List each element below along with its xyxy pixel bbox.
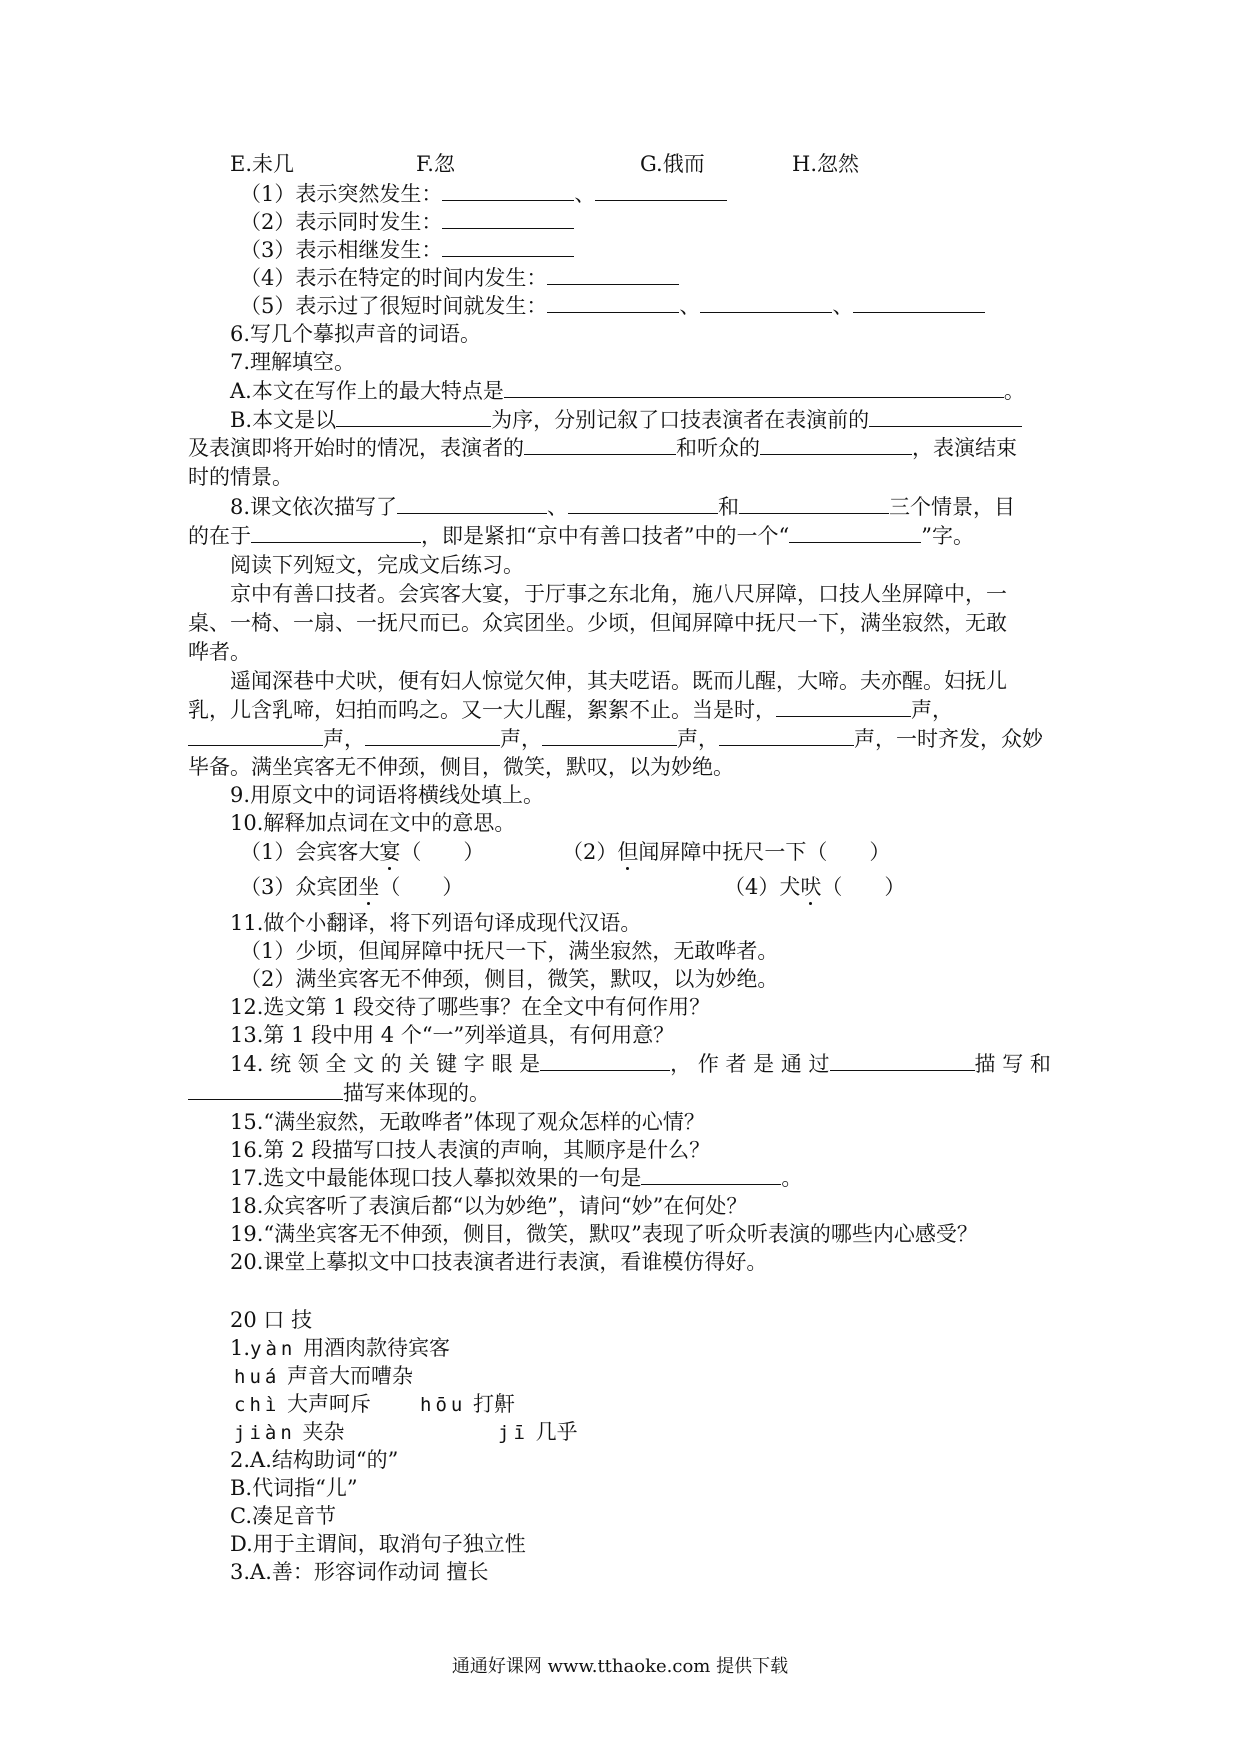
answer-paren[interactable]: （ ）: [821, 875, 906, 899]
pinyin: huá: [234, 1366, 281, 1388]
passage-p2-line2-text: 乳，儿含乳啼，妇拍而呜之。又一大儿醒，絮絮不止。当是时，: [188, 698, 776, 722]
q7a-text: A.本文在写作上的最大特点是: [230, 379, 504, 403]
sound-word: 声，: [500, 727, 542, 751]
option-h: H.忽然: [792, 152, 859, 176]
q5-item-1: [240, 180, 727, 208]
q5-item-5-text: （5）表示过了很短时间就发生：: [240, 294, 548, 318]
option-g: G.俄而: [640, 152, 705, 176]
passage-p2-line2-end: 声，: [911, 698, 953, 722]
q5-item-4-text: （4）表示在特定的时间内发生：: [240, 266, 548, 290]
blank[interactable]: [547, 264, 679, 285]
answer-1-line4: [234, 1418, 344, 1447]
question-20: 20.课堂上摹拟文中口技表演者进行表演，看谁模仿得好。: [230, 1250, 768, 1274]
sound-word: 声，: [323, 727, 365, 751]
blank[interactable]: [504, 377, 1004, 398]
answer-2d: D.用于主谓间，取消句子独立性: [230, 1532, 526, 1556]
sound-word: 声，一时齐发，众妙: [854, 727, 1043, 751]
answer-number: 1.: [230, 1336, 251, 1360]
q8-l2-end: ”字。: [921, 524, 974, 548]
footer-credit: 通通好课网 www.tthaoke.com 提供下载: [451, 1656, 789, 1677]
passage-p2-line1: 遥闻深巷中犬吠，便有妇人惊觉欠伸，其夫呓语。既而儿醒，大啼。夫亦醒。妇抚儿: [230, 669, 1007, 693]
option-f: F.忽: [416, 152, 455, 176]
pinyin: chì: [234, 1394, 281, 1416]
blank[interactable]: [547, 292, 679, 313]
question-10-title: 10.解释加点词在文中的意思。: [230, 811, 516, 835]
question-12: 12.选文第 1 段交待了哪些事？在全文中有何作用？: [230, 995, 711, 1019]
blank[interactable]: [853, 292, 985, 313]
answer-1-line1: [230, 1334, 450, 1363]
answer-1-line3: [234, 1390, 371, 1419]
q5-item-2-text: （2）表示同时发生：: [240, 210, 443, 234]
answer-paren[interactable]: 闻屏障中抚尺一下（ ）: [638, 840, 891, 864]
blank[interactable]: [789, 522, 921, 543]
q10-item-1-text: （1）会宾客大: [240, 840, 380, 864]
passage-p1-line1: 京中有善口技者。会宾客大宴，于厅事之东北角，施八尺屏障，口技人坐屏障中，一: [230, 582, 1007, 606]
answer-1-line3b: [420, 1390, 515, 1419]
dotted-word: 宴: [379, 840, 401, 864]
answer-2b: B.代词指“儿”: [230, 1476, 358, 1500]
blank[interactable]: [760, 434, 912, 455]
blank[interactable]: [524, 434, 676, 455]
question-9: 9.用原文中的词语将横线处填上。: [230, 783, 545, 807]
definition: 打鼾: [473, 1392, 516, 1416]
q10-item-4-text: （4）犬: [724, 875, 801, 899]
blank[interactable]: [188, 1079, 343, 1100]
question-18: 18.众宾客听了表演后都“以为妙绝”，请问“妙”在何处？: [230, 1194, 748, 1218]
q8-and: 和: [718, 495, 740, 519]
q7a-end: 。: [1003, 379, 1025, 403]
blank[interactable]: [869, 406, 1022, 427]
question-14-line1: [230, 1050, 1051, 1078]
question-17: [230, 1164, 802, 1192]
sound-word: 声，: [677, 727, 719, 751]
q14-text: 14. 统 领 全 文 的 关 键 字 眼 是: [230, 1052, 541, 1076]
question-15: 15.“满坐寂然，无敢哗者”体现了观众怎样的心情？: [230, 1110, 705, 1134]
q11-item-2: （2）满坐宾客无不伸颈，侧目，微笑，默叹，以为妙绝。: [240, 967, 779, 991]
dotted-word: 坐: [358, 875, 380, 899]
blank[interactable]: [540, 1050, 670, 1071]
pinyin: jī: [498, 1422, 529, 1444]
passage-p1-line3: 哗者。: [188, 640, 251, 664]
question-7b-line3: 时的情景。: [188, 465, 293, 489]
passage-p1-line2: 桌、一椅、一扇、一抚尺而已。众宾团坐。少顷，但闻屏障中抚尺一下，满坐寂然，无敢: [188, 611, 1007, 635]
blank[interactable]: [700, 292, 832, 313]
question-7b-line2: [188, 434, 1017, 462]
q10-item-2: [562, 838, 890, 866]
blank[interactable]: [251, 522, 421, 543]
blank[interactable]: [336, 406, 491, 427]
question-7-title: 7.理解填空。: [230, 350, 356, 374]
question-7a: [230, 377, 1025, 405]
question-6: 6.写几个摹拟声音的词语。: [230, 322, 482, 346]
option-e: E.未几: [230, 152, 295, 176]
blank[interactable]: [397, 493, 547, 514]
q5-item-4: [240, 264, 679, 292]
q14-mid: ， 作 者 是 通 过: [670, 1052, 830, 1076]
dotted-word: 但: [617, 840, 639, 864]
blank[interactable]: [641, 1164, 781, 1185]
question-13: 13.第 1 段中用 4 个“一”列举道具，有何用意？: [230, 1023, 675, 1047]
definition: 声音大而嘈杂: [287, 1364, 414, 1388]
definition: 几乎: [535, 1420, 578, 1444]
q8-l2-text: 的在于: [188, 524, 251, 548]
separator: 、: [547, 495, 569, 519]
blank[interactable]: [595, 180, 727, 201]
q14-end: 描 写 和: [974, 1052, 1051, 1076]
pinyin: yàn: [250, 1338, 297, 1360]
answers-title: 20 口 技: [230, 1308, 313, 1332]
answer-2c: C.凑足音节: [230, 1504, 336, 1528]
definition: 大声呵斥: [287, 1392, 372, 1416]
q5-item-3-text: （3）表示相继发生：: [240, 238, 443, 262]
blank[interactable]: [830, 1050, 975, 1071]
answer-paren[interactable]: （ ）: [379, 875, 464, 899]
q7b2-mid: 和听众的: [676, 436, 760, 460]
q5-item-3: [240, 236, 574, 264]
blank[interactable]: [776, 696, 911, 717]
passage-p2-line3: [188, 725, 1043, 753]
question-19: 19.“满坐宾客无不伸颈，侧目，微笑，默叹”表现了听众听表演的哪些内心感受？: [230, 1222, 978, 1246]
separator: 、: [574, 182, 596, 206]
blank[interactable]: [719, 725, 854, 746]
q8-text: 8.课文依次描写了: [230, 495, 398, 519]
blank[interactable]: [442, 208, 574, 229]
blank[interactable]: [365, 725, 500, 746]
answer-2a: 2.A.结构助词“的”: [230, 1448, 399, 1472]
q5-item-5: [240, 292, 985, 320]
q10-item-3: [240, 873, 463, 901]
separator: 、: [832, 294, 854, 318]
q7b-text: B.本文是以: [230, 408, 337, 432]
passage-p2-line4: 毕备。满坐宾客无不伸颈，侧目，微笑，默叹，以为妙绝。: [188, 755, 734, 779]
q17-end: 。: [781, 1166, 803, 1190]
pinyin: jiàn: [234, 1422, 296, 1444]
pinyin: hōu: [420, 1394, 467, 1416]
question-7b-line1: [230, 406, 1022, 434]
question-11-title: 11.做个小翻译，将下列语句译成现代汉语。: [230, 911, 642, 935]
q5-item-2: [240, 208, 574, 236]
q8-l2-mid: ，即是紧扣“京中有善口技者”中的一个“: [421, 524, 790, 548]
q7b2-end: ，表演结束: [912, 436, 1017, 460]
q10-item-2-text: （2）: [562, 840, 618, 864]
blank[interactable]: [542, 725, 677, 746]
question-16: 16.第 2 段描写口技人表演的声响，其顺序是什么？: [230, 1138, 711, 1162]
question-8-line1: [230, 493, 1015, 521]
q11-item-1: （1）少顷，但闻屏障中抚尺一下，满坐寂然，无敢哗者。: [240, 939, 779, 963]
blank[interactable]: [442, 180, 574, 201]
q7b-mid: 为序，分别记叙了口技表演者在表演前的: [491, 408, 870, 432]
question-14-line2: [188, 1079, 490, 1107]
q14-l2-end: 描写来体现的。: [343, 1081, 490, 1105]
blank[interactable]: [188, 725, 323, 746]
dotted-word: 吠: [800, 875, 822, 899]
blank[interactable]: [442, 236, 574, 257]
answer-1-line2: [234, 1362, 413, 1391]
question-8-line2: [188, 522, 974, 550]
definition: 用酒肉款待宾客: [303, 1336, 451, 1360]
q7b2-text: 及表演即将开始时的情况，表演者的: [188, 436, 524, 460]
definition: 夹杂: [302, 1420, 345, 1444]
blank[interactable]: [739, 493, 889, 514]
q10-item-1: [240, 838, 484, 866]
passage-p2-line2: [188, 696, 953, 724]
answer-1-line4b: [498, 1418, 578, 1447]
separator: 、: [679, 294, 701, 318]
q17-text: 17.选文中最能体现口技人摹拟效果的一句是: [230, 1166, 642, 1190]
answer-3a: 3.A.善：形容词作动词 擅长: [230, 1560, 489, 1584]
reading-intro: 阅读下列短文，完成文后练习。: [230, 553, 524, 577]
blank[interactable]: [568, 493, 718, 514]
q10-item-3-text: （3）众宾团: [240, 875, 359, 899]
q5-item-1-text: （1）表示突然发生：: [240, 182, 443, 206]
q8-end: 三个情景，目: [889, 495, 1016, 519]
q10-item-4: [724, 873, 905, 901]
answer-paren[interactable]: （ ）: [400, 840, 485, 864]
